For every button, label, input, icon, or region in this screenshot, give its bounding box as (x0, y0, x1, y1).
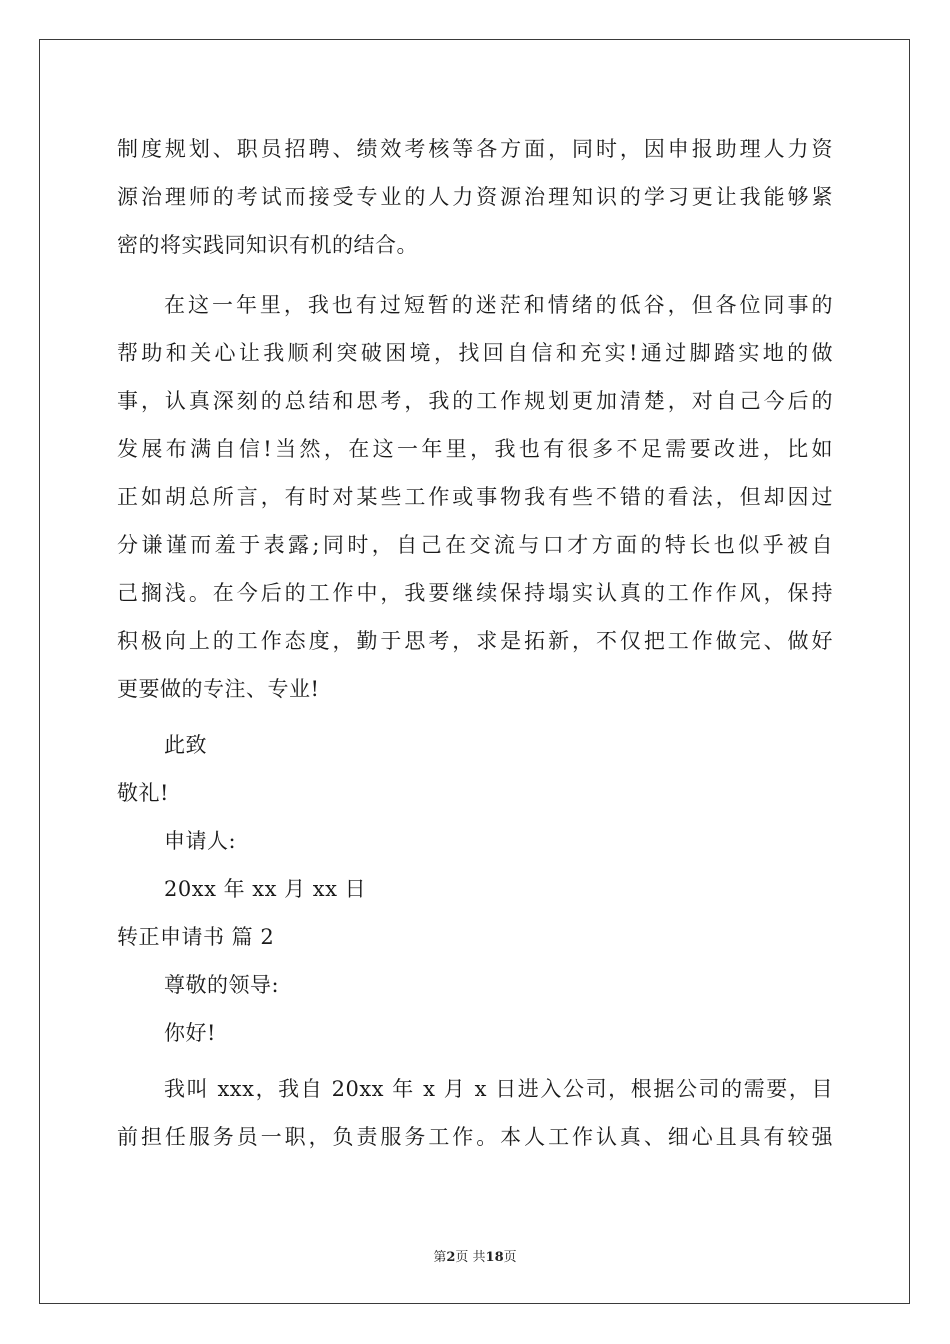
footer-middle: 页 共 (455, 1250, 486, 1265)
greeting: 你好! (164, 1021, 216, 1045)
footer-prefix: 第 (433, 1250, 447, 1265)
page-border (39, 39, 910, 1304)
text-line: 源治理师的考试而接受专业的人力资源治理知识的学习更让我能够紧 (117, 185, 833, 209)
applicant-label: 申请人: (164, 829, 237, 853)
text-line: 我叫 xxx，我自 20xx 年 x 月 x 日进入公司，根据公司的需要，目 (164, 1077, 833, 1101)
text-line: 己搁浅。在今后的工作中，我要继续保持塌实认真的工作作风，保持 (117, 581, 833, 605)
text-line: 前担任服务员一职，负责服务工作。本人工作认真、细心且具有较强 (117, 1125, 833, 1149)
text-line: 发展布满自信!当然，在这一年里，我也有很多不足需要改进，比如 (117, 437, 833, 461)
closing-salutation: 此致 (164, 733, 207, 757)
section-heading: 转正申请书 篇 2 (117, 925, 275, 949)
text-line: 密的将实践同知识有机的结合。 (117, 233, 418, 257)
text-line: 制度规划、职员招聘、绩效考核等各方面，同时，因申报助理人力资 (117, 137, 833, 161)
date-line: 20xx 年 xx 月 xx 日 (164, 877, 367, 901)
text-line: 分谦谨而羞于表露;同时，自己在交流与口才方面的特长也似乎被自 (117, 533, 833, 557)
text-line: 更要做的专注、专业! (117, 677, 320, 701)
text-line: 帮助和关心让我顺利突破困境，找回自信和充实!通过脚踏实地的做 (117, 341, 833, 365)
footer-suffix: 页 (503, 1250, 517, 1265)
greeting-recipient: 尊敬的领导: (164, 973, 280, 997)
text-line: 正如胡总所言，有时对某些工作或事物我有些不错的看法，但却因过 (117, 485, 833, 509)
page-footer (0, 1250, 950, 1266)
text-line: 在这一年里，我也有过短暂的迷茫和情绪的低谷，但各位同事的 (164, 293, 833, 317)
text-line: 积极向上的工作态度，勤于思考，求是拓新，不仅把工作做完、做好 (117, 629, 833, 653)
footer-total-pages: 18 (485, 1250, 504, 1265)
footer-page-number: 2 (446, 1250, 456, 1265)
closing-salute: 敬礼! (117, 781, 169, 805)
text-line: 事，认真深刻的总结和思考，我的工作规划更加清楚，对自己今后的 (117, 389, 833, 413)
